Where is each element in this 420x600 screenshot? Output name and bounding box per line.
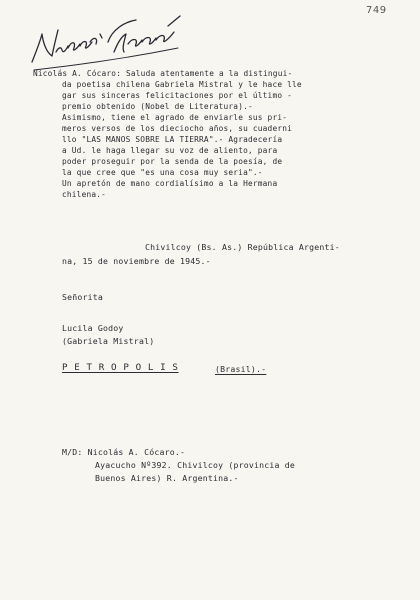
- body-line-1: Nicolás A. Cócaro: Saluda atentamente a la distingui-: [33, 69, 293, 78]
- recipient-alias: (Gabriela Mistral): [62, 336, 155, 346]
- return-address-line-3: Buenos Aires) R. Argentina.-: [95, 473, 239, 483]
- body-line-8: a Ud. le haga llegar su voz de aliento, para: [62, 146, 278, 155]
- body-line-3: gar sus sinceras felicitaciones por el último -: [62, 91, 293, 100]
- return-address-line-1: M/D: Nicolás A. Cócaro.-: [62, 447, 186, 457]
- recipient-country: (Brasil).-: [215, 364, 267, 374]
- handwritten-signature: [28, 12, 188, 74]
- body-line-6: meros versos de los dieciocho años, su cuaderni: [62, 124, 293, 133]
- reference-number: 749: [366, 5, 387, 16]
- recipient-city: P E T R O P O L I S: [62, 362, 179, 373]
- return-address-line-2: Ayacucho Nº392. Chivilcoy (provincia de: [95, 460, 296, 470]
- date-line-1: Chivilcoy (Bs. As.) República Argenti-: [145, 242, 340, 252]
- salutation: Señorita: [62, 292, 104, 302]
- recipient-name: Lucila Godoy: [62, 323, 124, 333]
- body-line-5: Asimismo, tiene el agrado de enviarle sus pri-: [62, 113, 288, 122]
- body-line-7: llo "LAS MANOS SOBRE LA TIERRA".- Agradecería: [62, 135, 283, 144]
- body-line-11: Un apretón de mano cordialísimo a la Hermana: [62, 179, 278, 188]
- date-line-2: na, 15 de noviembre de 1945.-: [62, 256, 211, 266]
- body-line-4: premio obtenido (Nobel de Literatura).-: [62, 102, 253, 111]
- body-line-12: chilena.-: [62, 190, 107, 199]
- body-line-2: da poetisa chilena Gabriela Mistral y le hace lle: [62, 80, 302, 89]
- body-line-9: poder proseguir por la senda de la poesía, de: [62, 157, 283, 166]
- body-line-10: la que cree que "es una cosa muy seria".-: [62, 168, 263, 177]
